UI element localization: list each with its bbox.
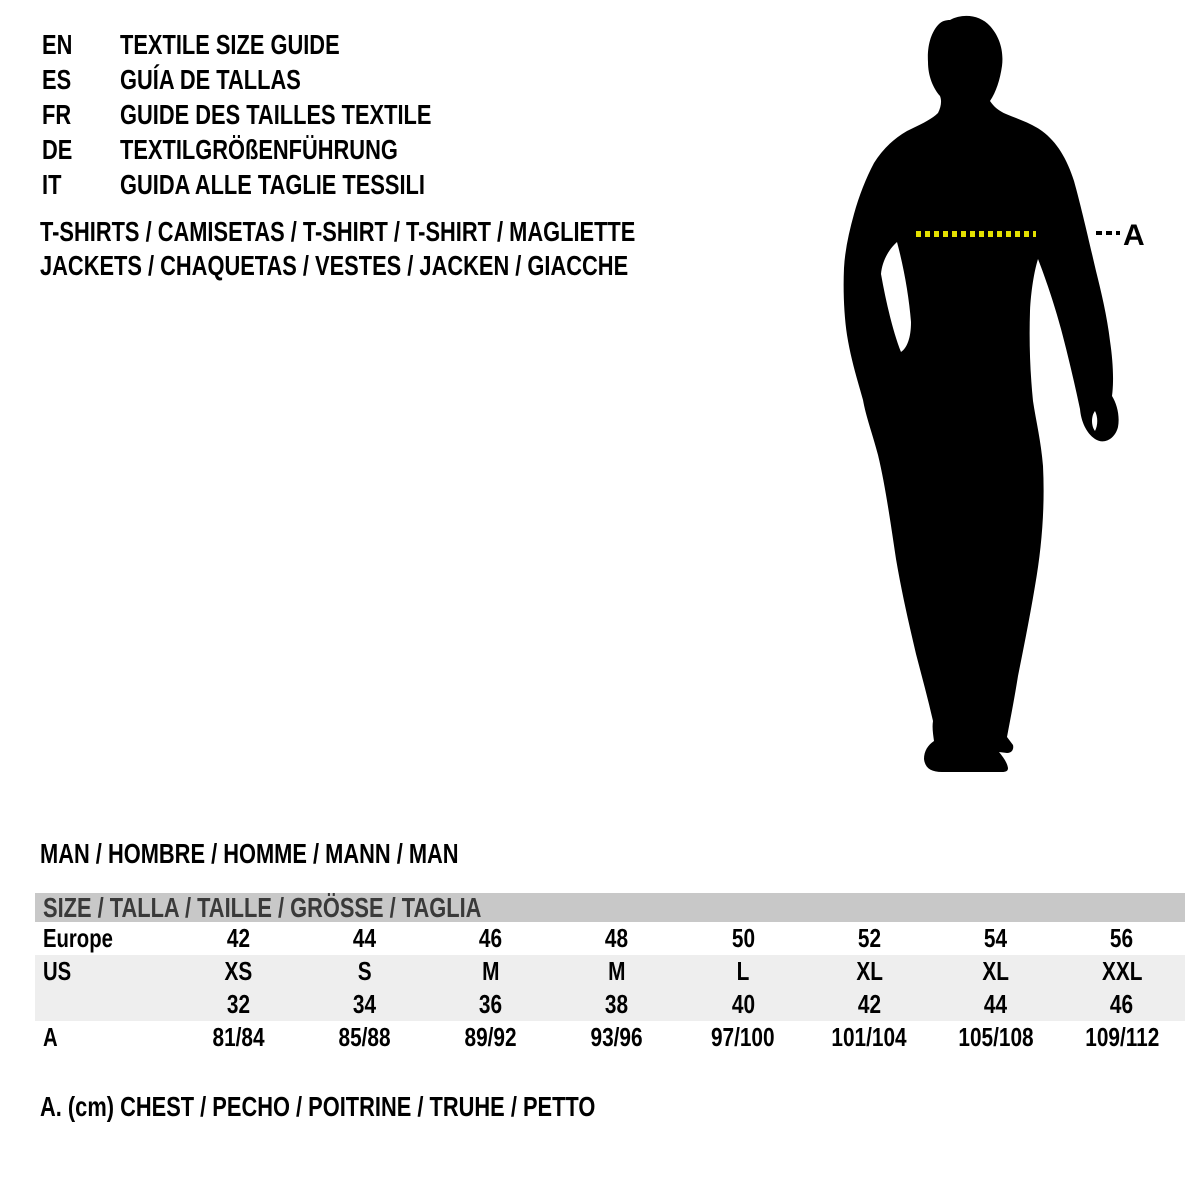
- cell-value: L: [736, 956, 750, 986]
- cell-value: 46: [479, 923, 503, 953]
- cell-value: 54: [984, 923, 1008, 953]
- cell-value: XL: [982, 956, 1009, 986]
- cell-value: 109/112: [1084, 1022, 1159, 1052]
- cell-value: 97/100: [711, 1022, 775, 1052]
- language-code: EN: [42, 29, 73, 60]
- language-code: ES: [42, 64, 72, 95]
- cell-value: 44: [984, 989, 1008, 1019]
- section-header-man: [40, 840, 577, 868]
- cell-value: XXL: [1101, 956, 1143, 986]
- section-header-text: MAN / HOMBRE / HOMME / MANN / MAN: [40, 838, 459, 869]
- cell-value: XL: [856, 956, 883, 986]
- cell-value: 85/88: [338, 1022, 391, 1052]
- language-code: FR: [42, 99, 72, 130]
- size-table: [35, 893, 1185, 1054]
- cell-value: 38: [605, 989, 629, 1019]
- cell-value: 52: [857, 923, 881, 953]
- cell-value: M: [481, 956, 500, 986]
- cell-value: 36: [479, 989, 503, 1019]
- cell-value: 48: [605, 923, 629, 953]
- guide-title: GUÍA DE TALLAS: [120, 64, 301, 95]
- cell-value: 40: [731, 989, 755, 1019]
- guide-title: GUIDE DES TAILLES TEXTILE: [120, 99, 432, 130]
- cell-value: 46: [1110, 989, 1134, 1019]
- cell-value: 89/92: [464, 1022, 517, 1052]
- cell-value: 32: [226, 989, 250, 1019]
- size-table-header-bar: [35, 893, 1185, 922]
- row-label: US: [43, 956, 72, 986]
- cell-value: S: [357, 956, 372, 986]
- cell-value: M: [608, 956, 626, 986]
- measurement-caption-text: A. (cm) CHEST / PECHO / POITRINE / TRUHE / PETTO: [40, 1091, 596, 1122]
- cell-value: XS: [224, 956, 252, 986]
- category-line-jackets: JACKETS / CHAQUETAS / VESTES / JACKEN / GIACCHE: [40, 250, 629, 281]
- cell-value: 56: [1110, 923, 1134, 953]
- guide-title: TEXTILGRÖßENFÜHRUNG: [120, 134, 398, 165]
- guide-title: TEXTILE SIZE GUIDE: [120, 29, 340, 60]
- man-silhouette: [844, 16, 1119, 772]
- cell-value: 81/84: [212, 1022, 265, 1052]
- row-label: A: [43, 1022, 58, 1052]
- table-row-numeric: [35, 988, 1185, 1021]
- cell-value: 93/96: [590, 1022, 643, 1052]
- cell-value: 101/104: [831, 1022, 907, 1052]
- category-line-tshirts: T-SHIRTS / CAMISETAS / T-SHIRT / T-SHIRT / MAGLIETTE: [40, 216, 636, 247]
- language-code: IT: [42, 169, 62, 200]
- table-row-us: [35, 955, 1185, 988]
- row-label: Europe: [43, 923, 113, 953]
- cell-value: 34: [352, 989, 376, 1019]
- cell-value: 42: [857, 989, 881, 1019]
- cell-value: 105/108: [958, 1022, 1034, 1052]
- guide-title: GUIDA ALLE TAGLIE TESSILI: [120, 169, 425, 200]
- size-table-header-text: SIZE / TALLA / TAILLE / GRÖSSE / TAGLIA: [43, 891, 482, 923]
- table-row-europe: [35, 922, 1185, 955]
- marker-label: A: [1123, 219, 1145, 252]
- cell-value: 50: [731, 923, 755, 953]
- table-row-chest-a: [35, 1021, 1185, 1054]
- measurement-caption: [40, 1092, 752, 1122]
- cell-value: 44: [352, 923, 376, 953]
- language-code: DE: [42, 134, 73, 165]
- cell-value: 42: [226, 923, 250, 953]
